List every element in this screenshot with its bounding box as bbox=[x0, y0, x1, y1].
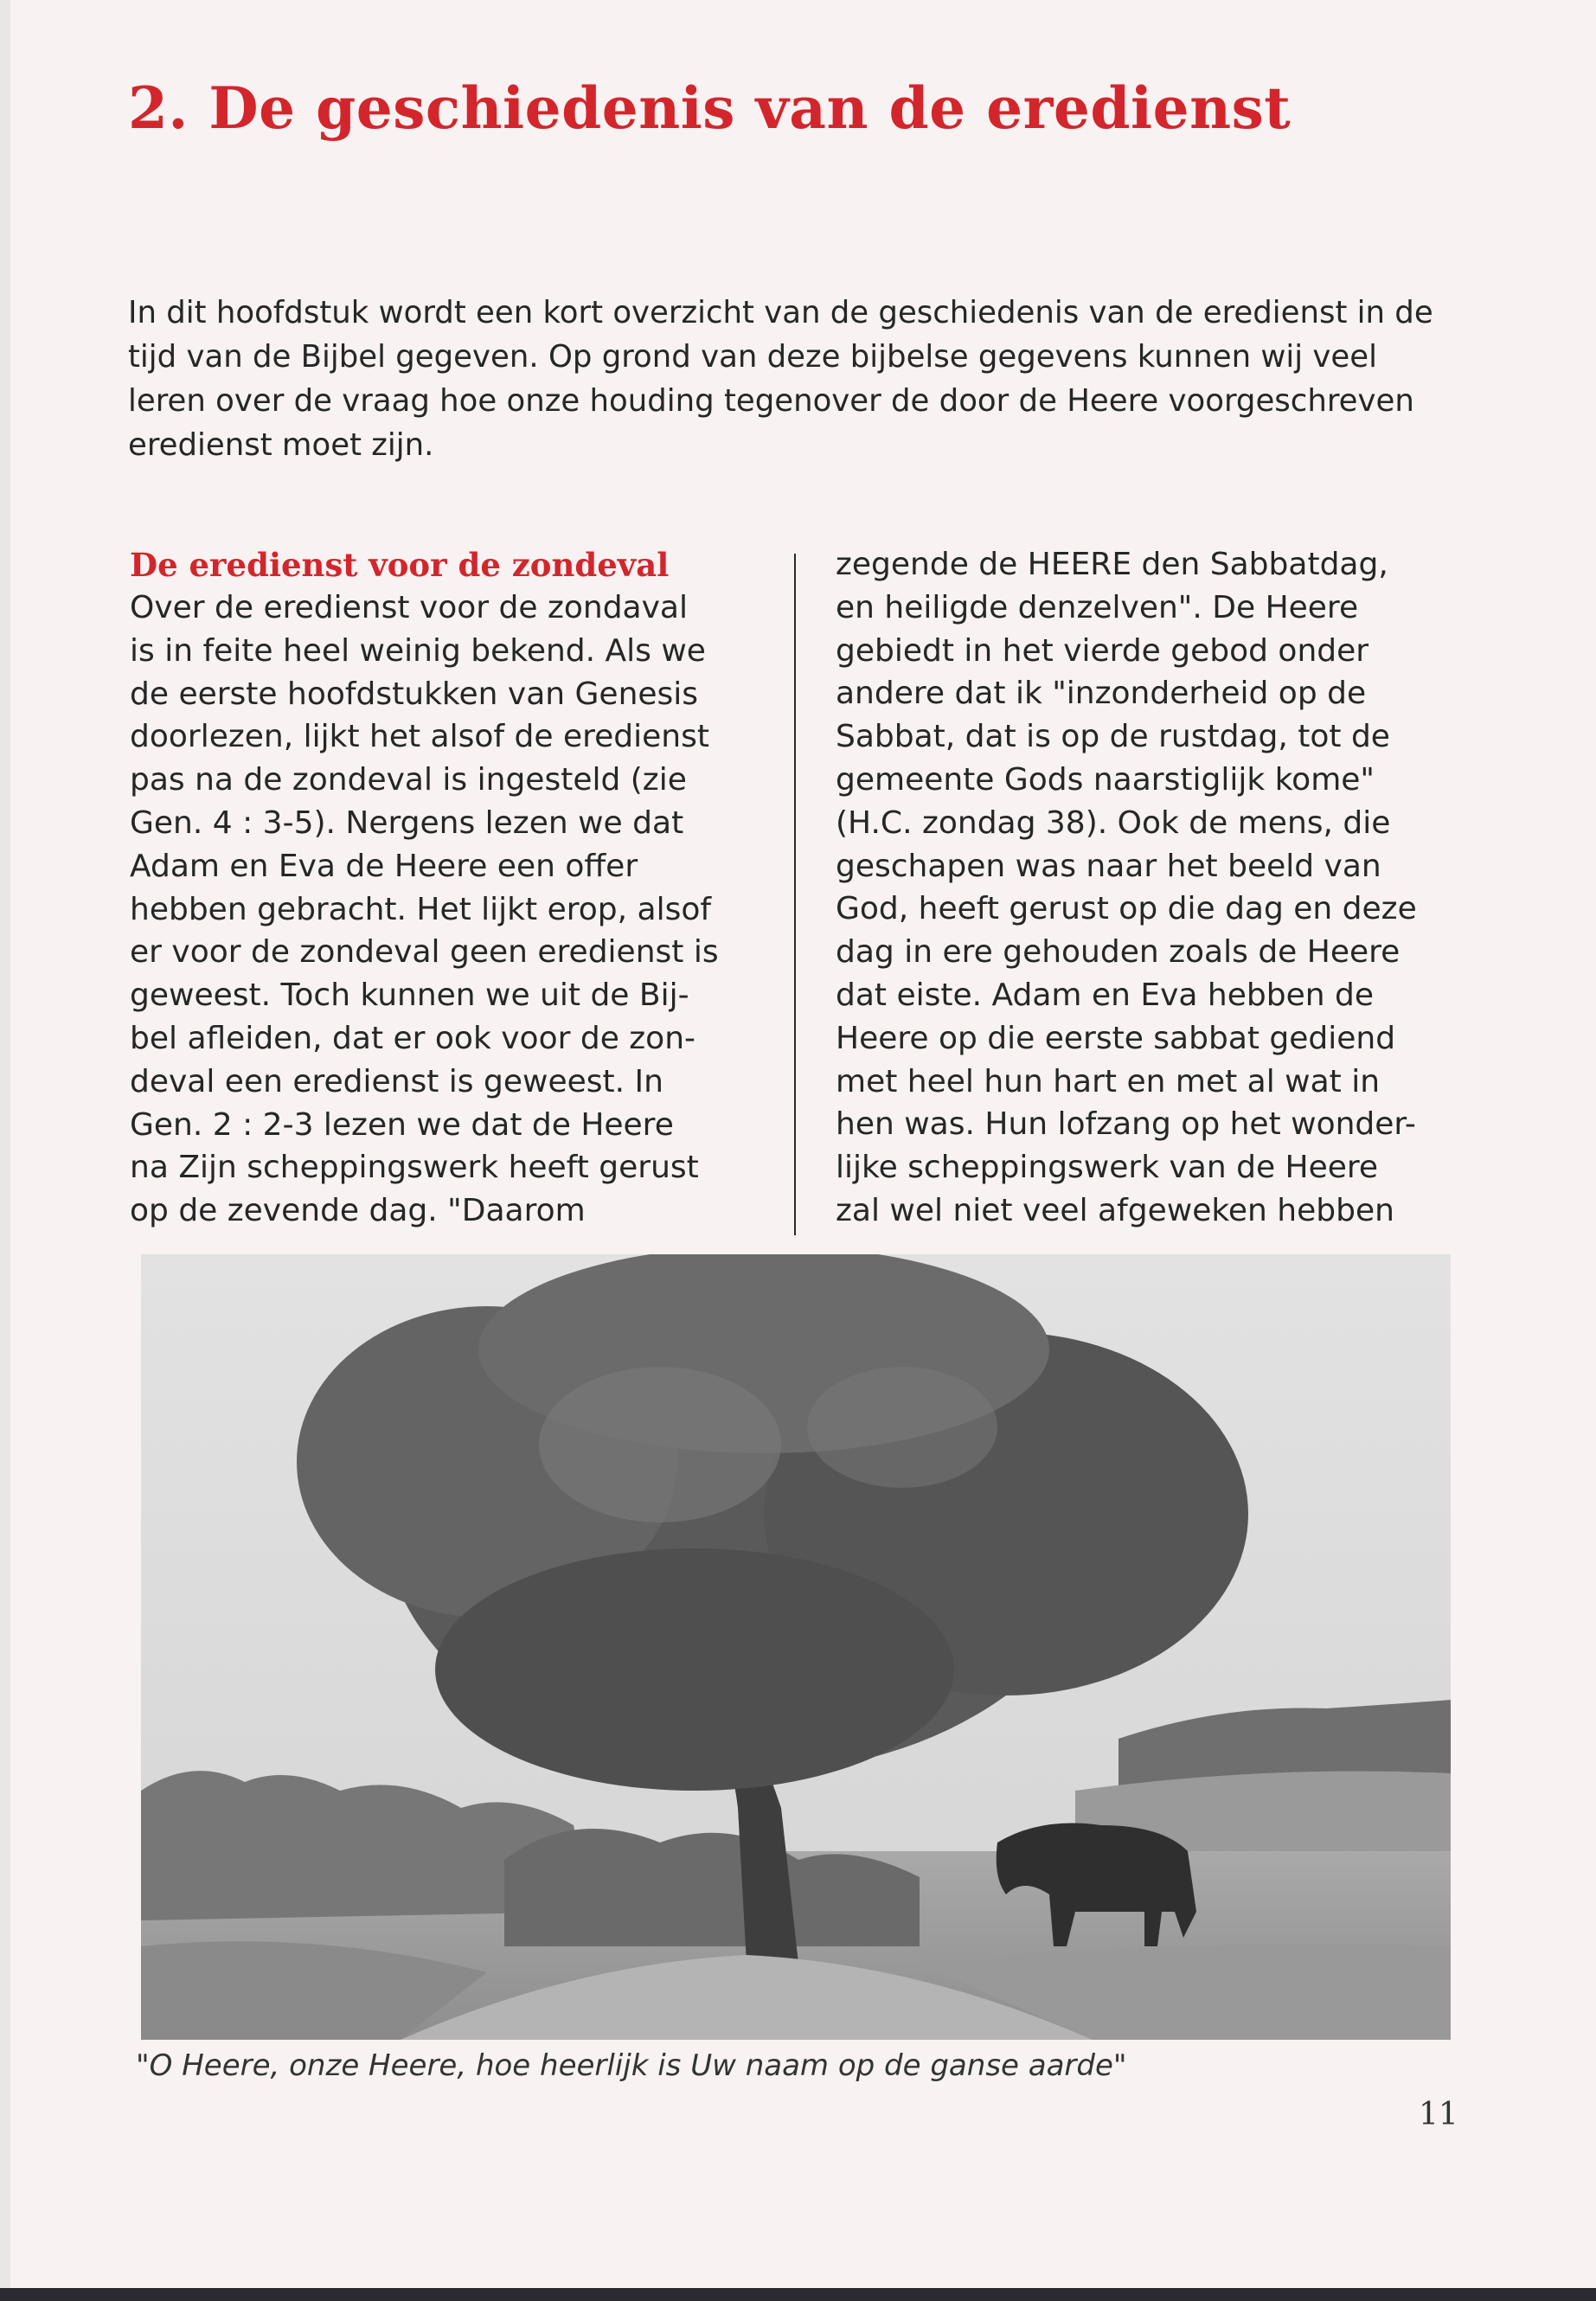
landscape-photo bbox=[141, 1254, 1451, 2040]
text-line: Sabbat, dat is op de rustdag, tot de bbox=[836, 719, 1390, 755]
text-line: hebben gebracht. Het lijkt erop, alsof bbox=[130, 891, 712, 927]
tree-crown-lower bbox=[435, 1548, 954, 1791]
text-line: geschapen was naar het beeld van bbox=[836, 848, 1381, 884]
text-line: Heere op die eerste sabbat gediend bbox=[836, 1020, 1396, 1056]
text-line: en heiligde denzelven". De Heere bbox=[836, 589, 1359, 625]
text-line: Adam en Eva de Heere een offer bbox=[130, 848, 638, 884]
column-divider bbox=[794, 554, 796, 1235]
scan-edge bbox=[0, 2288, 1596, 2301]
text-line: de eerste hoofdstukken van Genesis bbox=[130, 676, 699, 712]
text-line: dat eiste. Adam en Eva hebben de bbox=[836, 977, 1374, 1013]
text-line: pas na de zondeval is ingesteld (zie bbox=[130, 762, 687, 798]
intro-paragraph: In dit hoofdstuk wordt een kort overzicht van de geschiedenis van de eredienst in de tijd van de Bijbel gegeven. Op grond van deze bijbelse gegevens kunnen wij veel leren over de vraag hoe onze houding tegenover de door de Heere voorgeschreven eredienst moet zijn. bbox=[128, 295, 1433, 463]
chapter-title: 2. De geschiedenis van de eredienst bbox=[128, 74, 1292, 142]
text-line: lijke scheppingswerk van de Heere bbox=[836, 1150, 1379, 1186]
text-line: hen was. Hun lofzang op het wonder- bbox=[836, 1106, 1416, 1143]
text-line: zegende de HEERE den Sabbatdag, bbox=[836, 547, 1388, 582]
text-line: gebiedt in het vierde gebod onder bbox=[836, 632, 1369, 669]
text-line: na Zijn scheppingswerk heeft gerust bbox=[130, 1150, 699, 1186]
text-line: gemeente Gods naarstiglijk kome" bbox=[836, 761, 1375, 798]
text-line: geweest. Toch kunnen we uit de Bij- bbox=[130, 977, 689, 1014]
text-line: dag in ere gehouden zoals de Heere bbox=[836, 934, 1401, 971]
text-line: doorlezen, lijkt het alsof de eredienst bbox=[130, 719, 709, 755]
left-column bbox=[130, 543, 770, 1233]
text-line: zal wel niet veel afgeweken hebben bbox=[836, 1192, 1394, 1228]
text-line: is in feite heel weinig bekend. Als we bbox=[130, 632, 706, 669]
text-line: op de zevende dag. "Daarom bbox=[130, 1193, 586, 1229]
text-line: Over de eredienst voor de zondaval bbox=[130, 590, 688, 625]
section-heading: De eredienst voor de zondeval bbox=[130, 546, 670, 584]
text-line: deval een eredienst is geweest. In bbox=[130, 1063, 663, 1099]
text-line: Gen. 4 : 3-5). Nergens lezen we dat bbox=[130, 804, 684, 841]
text-line: met heel hun hart en met al wat in bbox=[836, 1063, 1381, 1099]
text-line: God, heeft gerust op die dag en deze bbox=[836, 891, 1417, 927]
tree-crown-highlight bbox=[539, 1367, 781, 1522]
right-column bbox=[836, 543, 1467, 1233]
text-line: andere dat ik "inzonderheid op de bbox=[836, 676, 1367, 712]
text-line: (H.C. zondag 38). Ook de mens, die bbox=[836, 804, 1391, 841]
tree-crown-highlight bbox=[807, 1367, 997, 1488]
text-line: er voor de zondeval geen eredienst is bbox=[130, 934, 719, 971]
photo-caption: "O Heere, onze Heere, hoe heerlijk is Uw naam op de ganse aarde" bbox=[136, 2048, 1127, 2083]
page-number: 11 bbox=[1419, 2097, 1458, 2132]
text-line: Gen. 2 : 2-3 lezen we dat de Heere bbox=[130, 1106, 674, 1143]
text-line: bel afleiden, dat er ook voor de zon- bbox=[130, 1020, 696, 1056]
